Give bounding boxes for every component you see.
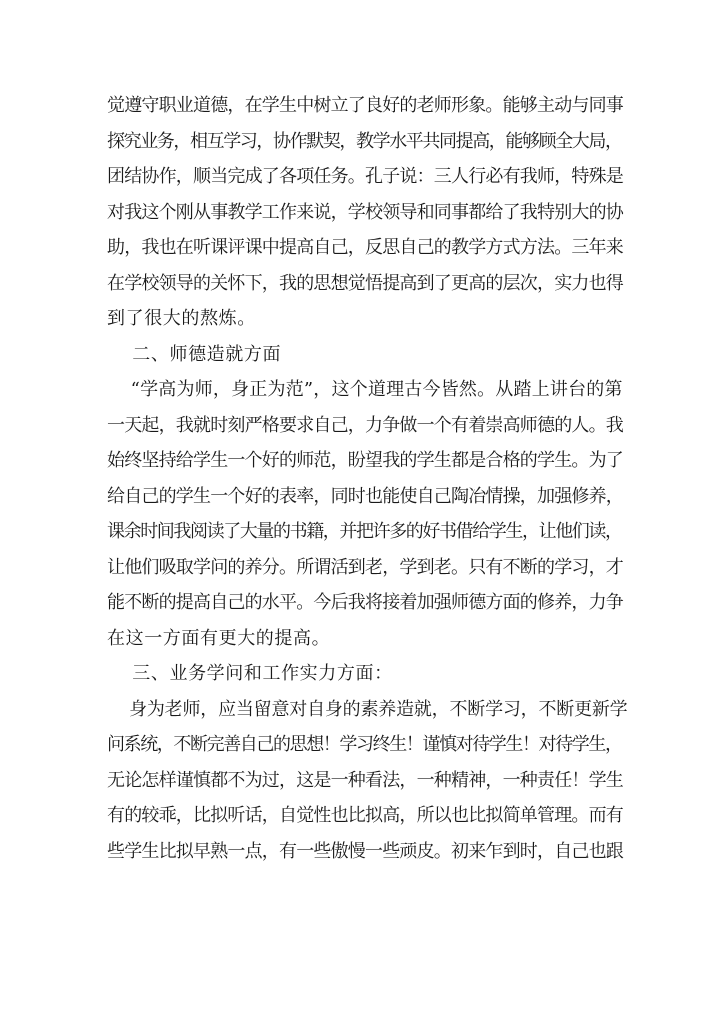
text-line: 对我这个刚从事教学工作来说，学校领导和同事都给了我特别大的协 bbox=[107, 201, 623, 223]
text-line: 觉遵守职业道德，在学生中树立了良好的老师形象。能够主动与同事 bbox=[107, 95, 623, 116]
section-heading: 三、业务学问和工作实力方面： bbox=[107, 663, 393, 684]
text-line: 让他们吸取学问的养分。所谓活到老，学到老。只有不断的学习，才 bbox=[107, 556, 623, 578]
text-line: 团结协作，顺当完成了各项任务。孔子说：三人行必有我师，特殊是 bbox=[107, 166, 623, 187]
text-line: 在学校领导的关怀下，我的思想觉悟提高到了更高的层次，实力也得 bbox=[107, 272, 623, 294]
text-line: “学高为师，身正为范”，这个道理古今皆然。从踏上讲台的第 bbox=[107, 379, 623, 400]
text-line: 在这一方面有更大的提高。 bbox=[107, 627, 331, 649]
section-heading: 二、师德造就方面 bbox=[107, 343, 282, 365]
text-line: 身为老师，应当留意对自身的素养造就，不断学习，不断更新学 bbox=[107, 698, 628, 720]
text-line: 始终坚持给学生一个好的师范，盼望我的学生都是合格的学生。为了 bbox=[107, 450, 623, 471]
text-line: 些学生比拟早熟一点，有一些傲慢一些顽皮。初来乍到时，自己也跟 bbox=[107, 840, 623, 862]
text-line: 问系统，不断完善自己的思想！学习终生！谨慎对待学生！对待学生， bbox=[107, 734, 622, 755]
text-line: 助，我也在听课评课中提高自己，反思自己的教学方式方法。三年来 bbox=[107, 237, 623, 258]
text-line: 无论怎样谨慎都不为过，这是一种看法，一种精神，一种责任！学生 bbox=[107, 769, 623, 791]
text-line: 课余时间我阅读了大量的书籍，并把许多的好书借给学生，让他们读， bbox=[107, 521, 622, 542]
text-line: 能不断的提高自己的水平。今后我将接着加强师德方面的修养，力争 bbox=[107, 592, 623, 613]
text-line: 到了很大的熬炼。 bbox=[107, 308, 256, 329]
text-line: 给自己的学生一个好的表率，同时也能使自己陶冶情操，加强修养， bbox=[107, 485, 623, 507]
document-body bbox=[107, 88, 627, 869]
text-line: 有的较乖，比拟听话，自觉性也比拟高，所以也比拟简单管理。而有 bbox=[107, 805, 623, 826]
text-line: 一天起，我就时刻严格要求自己，力争做一个有着崇高师德的人。我 bbox=[107, 414, 623, 436]
text-line: 探究业务，相互学习，协作默契，教学水平共同提高，能够顾全大局， bbox=[107, 130, 622, 152]
